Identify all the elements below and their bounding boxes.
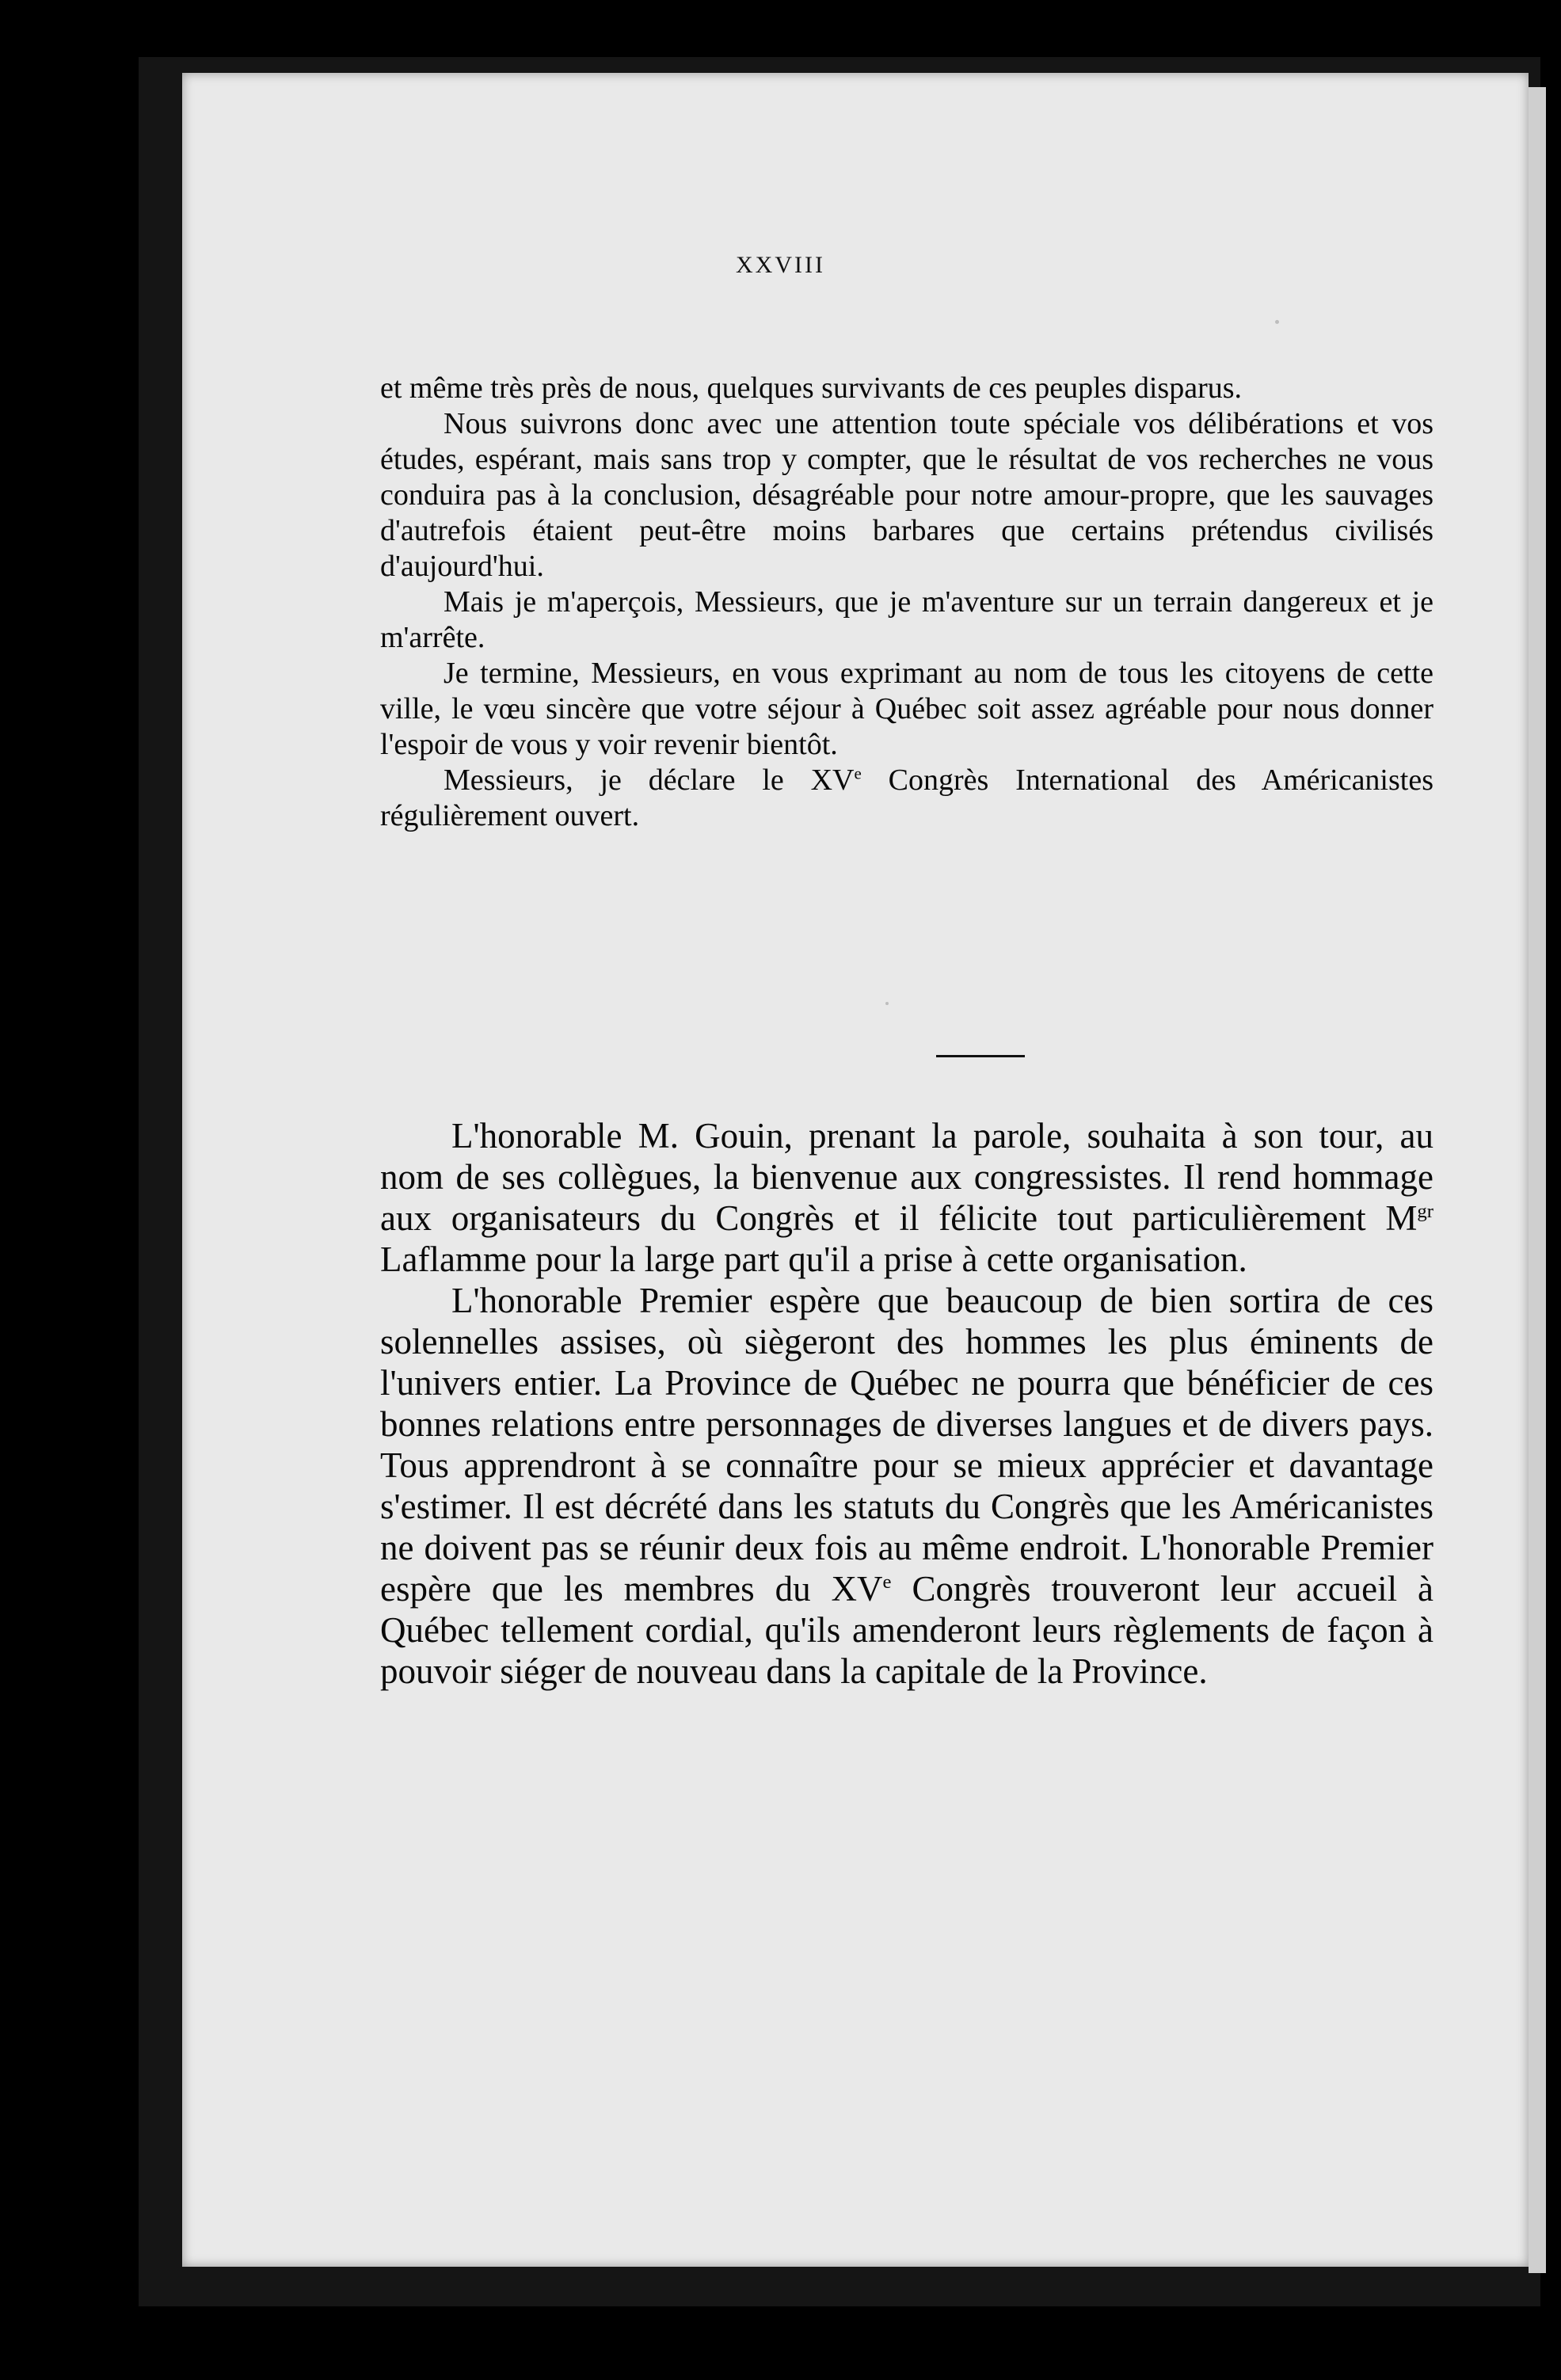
page-number: XXVIII — [736, 252, 825, 278]
speech-paragraph: Je termine, Messieurs, en vous exprimant au nom de tous les citoyens de cette ville, le vœu sincère que votre séjour à Québec soit assez agréable pour nous donner l'espoir de vous y voir revenir bientôt. — [380, 657, 1433, 761]
page-edge — [1529, 87, 1546, 2273]
section-divider — [936, 1055, 1025, 1057]
speech-paragraph: Messieurs, je déclare le XVe Congrès International des Américanistes régulièrement ouvert. — [380, 764, 1433, 832]
speech-paragraph: Mais je m'aperçois, Messieurs, que je m'aventure sur un terrain dangereux et je m'arrête. — [380, 585, 1433, 654]
speech-text-block — [380, 371, 1433, 834]
report-paragraph: L'honorable Premier espère que beaucoup de bien sortira de ces solennelles assises, où siègeront des hommes les plus éminents de l'univers entier. La Province de Québec ne pourra que bénéficier de ces bonnes relations entre personnages de diverses langues et de divers pays. Tous apprendront à se connaître pour se mieux apprécier et davantage s'estimer. Il est décrété dans les statuts du Congrès que les Américanistes ne doivent pas se réunir deux fois au même endroit. L'honorable Premier espère que les membres du XVe Congrès trouveront leur accueil à Québec tellement cordial, qu'ils amenderont leurs règlements de façon à pouvoir siéger de nouveau dans la capitale de la Province. — [380, 1281, 1434, 1691]
speech-paragraph: et même très près de nous, quelques survivants de ces peuples disparus. — [380, 371, 1243, 405]
speech-paragraph: Nous suivrons donc avec une attention toute spéciale vos délibérations et vos études, espérant, mais sans trop y compter, que le résultat de vos recherches ne vous conduira pas à la conclusion, désagréable pour notre amour-propre, que les sauvages d'autrefois étaient peut-être moins barbares que certains prétendus civilisés d'aujourd'hui. — [380, 407, 1433, 583]
scan-speck — [885, 1002, 889, 1005]
scan-speck — [1275, 320, 1279, 324]
report-paragraph: L'honorable M. Gouin, prenant la parole, souhaita à son tour, au nom de ses collègues, la bienvenue aux congressistes. Il rend hommage aux organisateurs du Congrès et il félicite tout particulièrement $M^{gr}$ Laflamme pour la large part qu'il a prise à cette organisation. — [380, 1116, 1433, 1279]
report-text-block — [380, 1115, 1433, 1692]
